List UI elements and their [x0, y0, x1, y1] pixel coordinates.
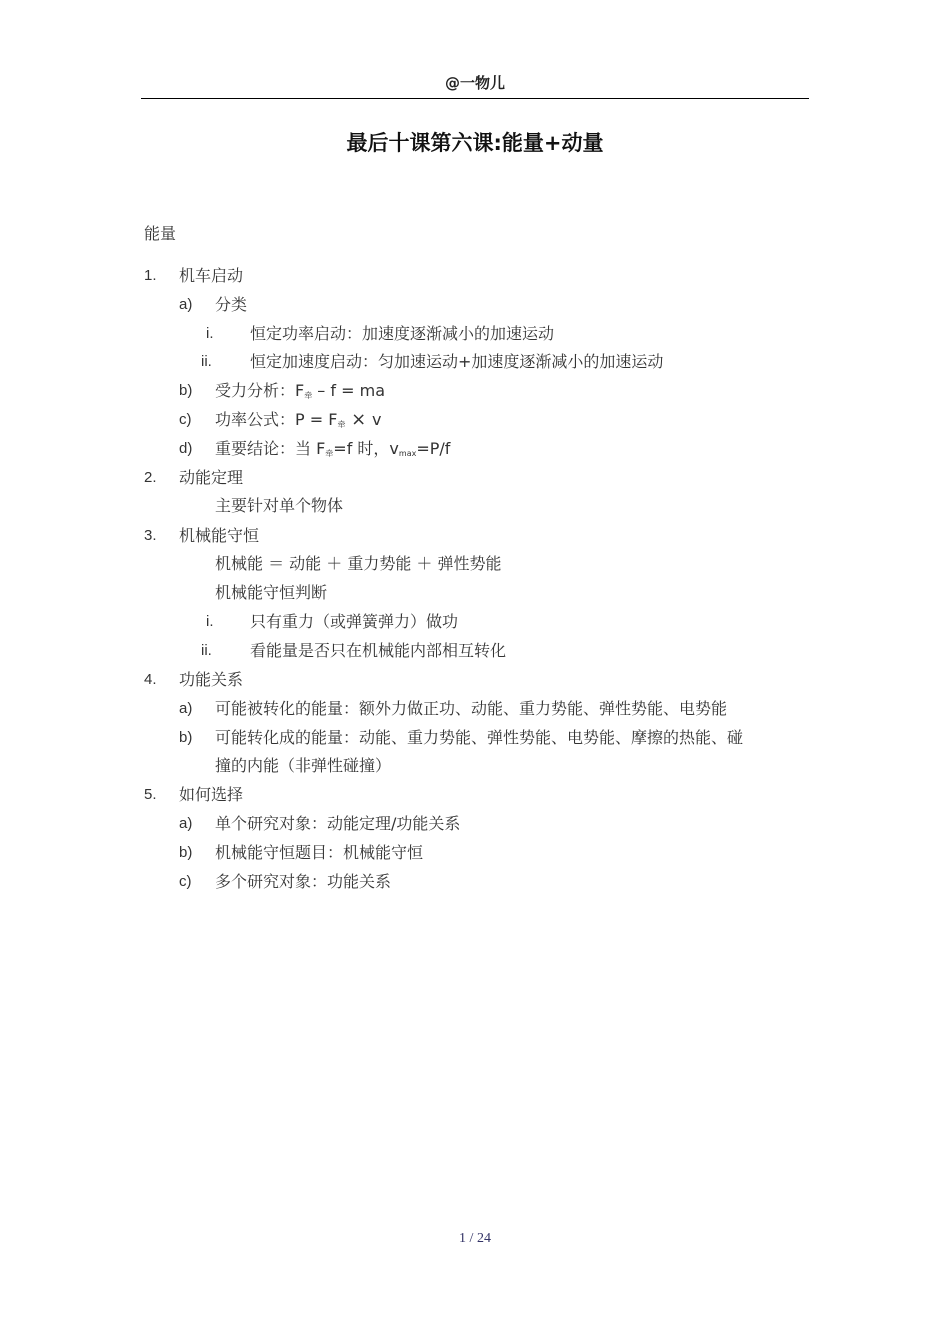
current-page: 1: [459, 1231, 467, 1246]
list-item: 分类: [215, 295, 248, 314]
list-marker: 1.: [144, 267, 157, 284]
list-marker: 2.: [144, 469, 157, 486]
page-header: [141, 72, 809, 99]
multiply-sign: ×: [345, 409, 372, 430]
formula-text: v: [371, 410, 382, 429]
list-marker: b): [179, 382, 193, 399]
list-marker: a): [179, 815, 193, 832]
formula-text: 功率公式：P = F: [215, 410, 338, 429]
list-item: 恒定加速度启动：匀加速运动+加速度逐渐减小的加速运动: [250, 352, 664, 371]
list-marker: c): [179, 873, 192, 890]
section-heading: 能量: [144, 224, 177, 243]
list-item: [215, 439, 450, 464]
list-marker: ii.: [201, 642, 212, 659]
list-marker: d): [179, 440, 193, 457]
formula-text: 受力分析：F: [215, 381, 305, 400]
list-marker: 5.: [144, 786, 157, 803]
list-item: 如何选择: [179, 785, 244, 804]
formula-text: 重要结论：当 F: [215, 439, 326, 458]
formula-text: =P/f: [416, 439, 451, 458]
formula-text: – f = ma: [312, 381, 385, 400]
list-item: [215, 410, 381, 435]
subscript: 牵: [337, 420, 346, 429]
list-item: 单个研究对象：动能定理/功能关系: [215, 814, 461, 833]
subscript: 牵: [325, 449, 334, 458]
page-separator: /: [469, 1231, 474, 1246]
list-item: 动能定理: [179, 468, 244, 487]
page-number: [0, 1231, 950, 1247]
subscript: 牵: [304, 391, 313, 400]
subscript: max: [398, 449, 417, 458]
list-marker: c): [179, 411, 192, 428]
list-item: 多个研究对象：功能关系: [215, 872, 392, 891]
list-marker: i.: [206, 613, 214, 630]
list-item: 机械能守恒: [179, 526, 260, 545]
formula-text: =f 时，v: [333, 439, 399, 458]
page-title: 最后十课第六课:能量+动量: [346, 131, 604, 155]
paragraph: 机械能 ＝ 动能 ＋ 重力势能 ＋ 弹性势能: [215, 554, 502, 573]
list-item: 机械能守恒题目：机械能守恒: [215, 843, 424, 862]
paragraph: 机械能守恒判断: [215, 583, 328, 602]
list-marker: b): [179, 844, 193, 861]
list-marker: 3.: [144, 527, 157, 544]
list-marker: b): [179, 729, 193, 746]
list-item-continuation: 撞的内能（非弹性碰撞）: [215, 756, 392, 775]
list-marker: a): [179, 296, 193, 313]
list-item: 功能关系: [179, 670, 244, 689]
header-text: @一物儿: [444, 74, 505, 92]
list-item: 只有重力（或弹簧弹力）做功: [250, 612, 459, 631]
total-pages: 24: [476, 1231, 491, 1246]
list-item: 恒定功率启动：加速度逐渐减小的加速运动: [250, 324, 555, 343]
list-marker: i.: [206, 325, 214, 342]
paragraph: 主要针对单个物体: [215, 496, 344, 515]
list-item: 可能被转化的能量：额外力做正功、动能、重力势能、弹性势能、电势能: [215, 699, 728, 718]
list-item: [215, 381, 385, 406]
list-marker: 4.: [144, 671, 157, 688]
list-marker: a): [179, 700, 193, 717]
list-item: 看能量是否只在机械能内部相互转化: [250, 641, 507, 660]
list-marker: ii.: [201, 353, 212, 370]
list-item: 可能转化成的能量：动能、重力势能、弹性势能、电势能、摩擦的热能、碰: [215, 728, 744, 747]
list-item: 机车启动: [179, 266, 244, 285]
